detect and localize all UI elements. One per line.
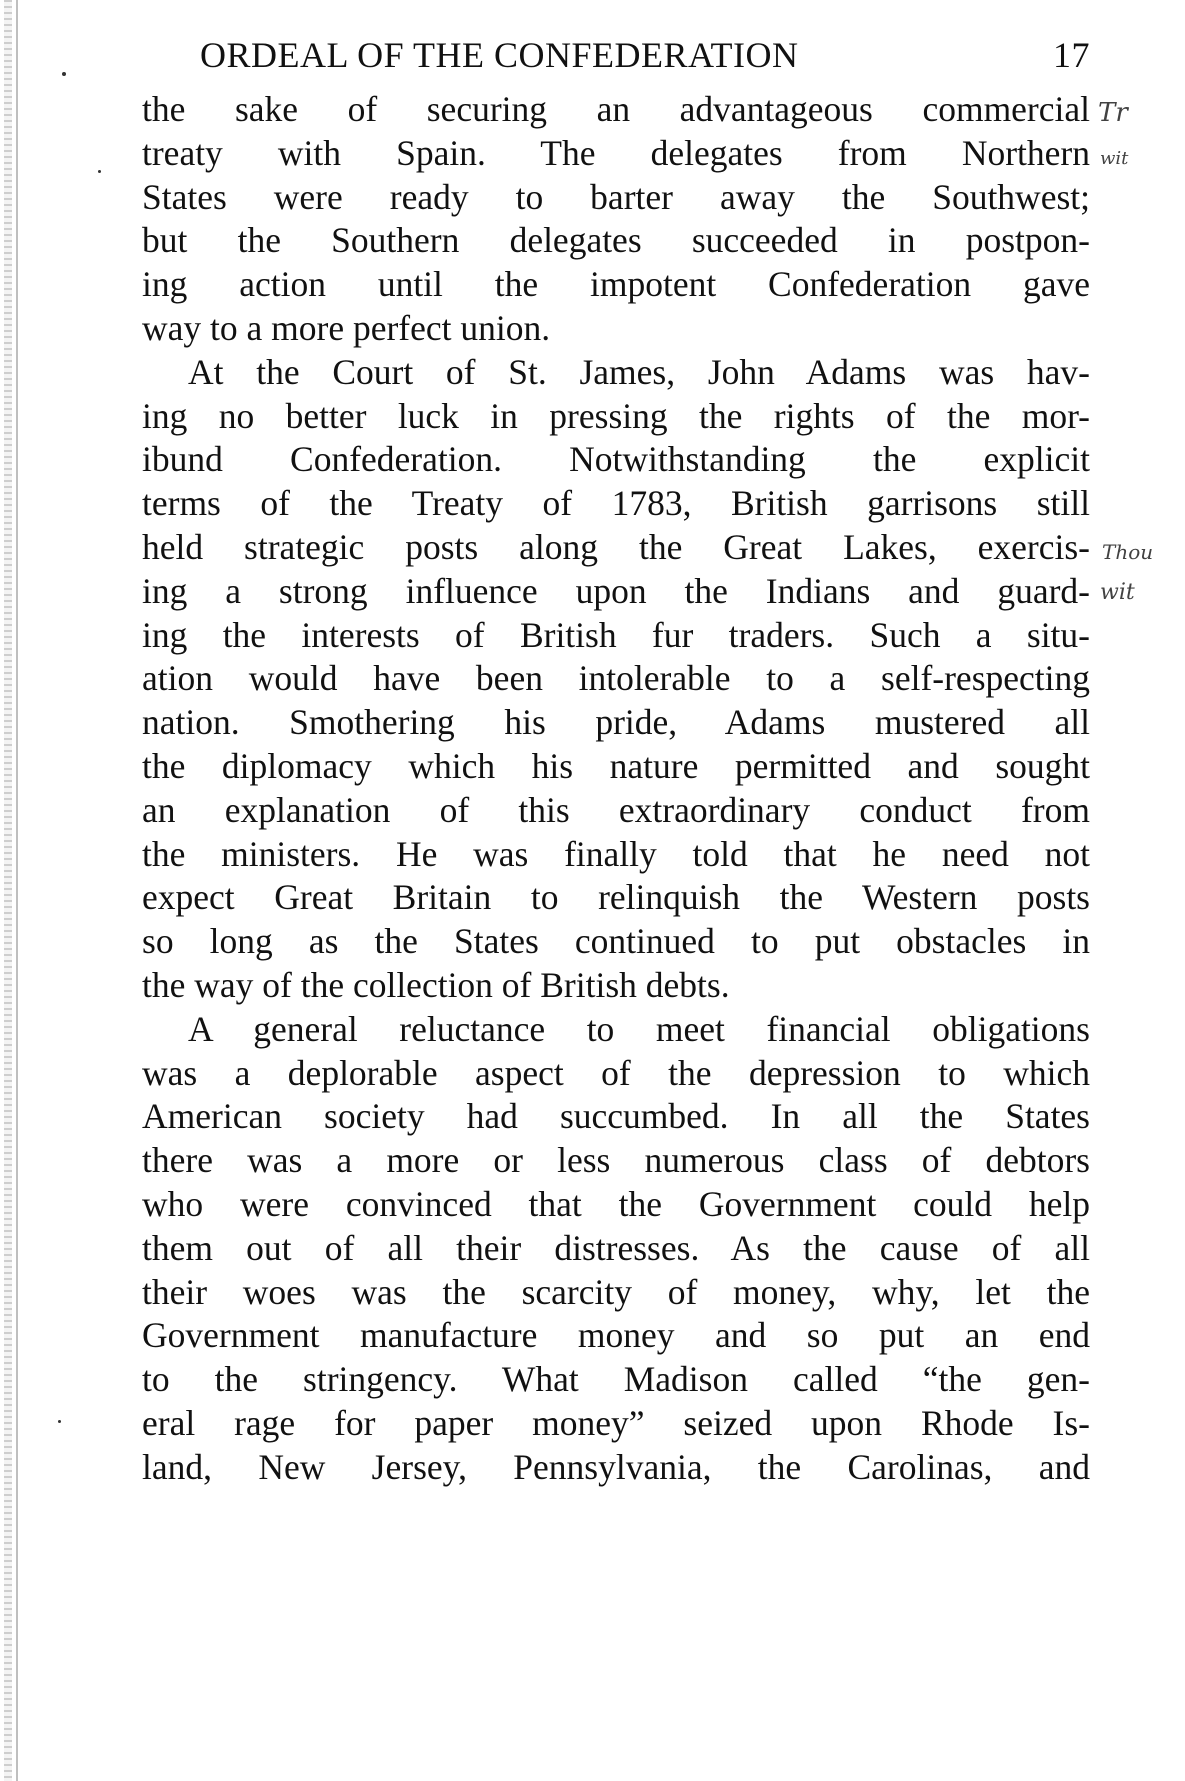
text-line: At the Court of St. James, John Adams was hav- <box>188 351 1090 392</box>
running-title: ORDEAL OF THE CONFEDERATION <box>200 35 799 75</box>
page-number: 17 <box>1053 35 1090 75</box>
text-line: to the stringency. What Madison called “the gen- <box>142 1359 1090 1400</box>
text-line: them out of all their distresses. As the cause of all <box>142 1227 1090 1268</box>
text-line: States were ready to barter away the Southwest; <box>142 176 1090 217</box>
text-line: their woes was the scarcity of money, why, let the <box>142 1271 1090 1312</box>
scan-speck <box>58 1420 61 1423</box>
text-line: way to a more perfect union. <box>142 307 551 348</box>
handwritten-note: Tr <box>1098 98 1128 128</box>
text-line: who were convinced that the Government could help <box>142 1183 1090 1224</box>
text-line: ing the interests of British fur traders. Such a situ- <box>142 614 1090 655</box>
text-line: the ministers. He was finally told that he need not <box>142 833 1090 874</box>
text-line: the way of the collection of British debts. <box>142 964 730 1005</box>
text-line: ing no better luck in pressing the rights of the mor- <box>142 395 1090 436</box>
text-line: ation would have been intolerable to a self-respecting <box>142 658 1090 699</box>
text-line: eral rage for paper money” seized upon Rhode Is- <box>142 1402 1090 1443</box>
text-line: ibund Confederation. Notwithstanding the explicit <box>142 439 1090 480</box>
text-line: but the Southern delegates succeeded in postpon- <box>142 220 1090 261</box>
text-line: ing action until the impotent Confederation gave <box>142 264 1090 305</box>
handwritten-note: wit <box>1100 148 1129 169</box>
text-line: the diplomacy which his nature permitted and sought <box>142 745 1090 786</box>
text-line: there was a more or less numerous class of debtors <box>142 1140 1090 1181</box>
text-line: held strategic posts along the Great Lakes, exercis- <box>142 526 1090 567</box>
text-line: land, New Jersey, Pennsylvania, the Carolinas, and <box>142 1446 1090 1487</box>
text-line: nation. Smothering his pride, Adams mustered all <box>142 702 1090 743</box>
handwritten-note: wit <box>1100 580 1135 605</box>
text-line: A general reluctance to meet financial obligations <box>188 1008 1090 1049</box>
text-line: Government manufacture money and so put an end <box>142 1315 1090 1356</box>
text-line: the sake of securing an advantageous commercial <box>142 89 1090 129</box>
scan-speck <box>98 170 101 173</box>
binding-edge <box>4 0 12 1781</box>
text-line: terms of the Treaty of 1783, British garrisons still <box>142 483 1090 524</box>
text-line: an explanation of this extraordinary conduct from <box>142 789 1090 830</box>
text-line: ing a strong influence upon the Indians and guard- <box>142 570 1090 611</box>
scan-speck <box>62 72 66 76</box>
text-line: was a deplorable aspect of the depression to which <box>142 1052 1090 1093</box>
text-line: treaty with Spain. The delegates from Northern <box>142 132 1090 173</box>
text-line: American society had succumbed. In all the States <box>142 1096 1090 1137</box>
binding-line <box>16 0 18 1781</box>
text-line: expect Great Britain to relinquish the Western posts <box>142 877 1090 918</box>
text-line: so long as the States continued to put obstacles in <box>142 921 1090 962</box>
handwritten-note: Thou <box>1102 540 1154 564</box>
running-head <box>200 30 1090 80</box>
body-text <box>142 88 1090 1490</box>
